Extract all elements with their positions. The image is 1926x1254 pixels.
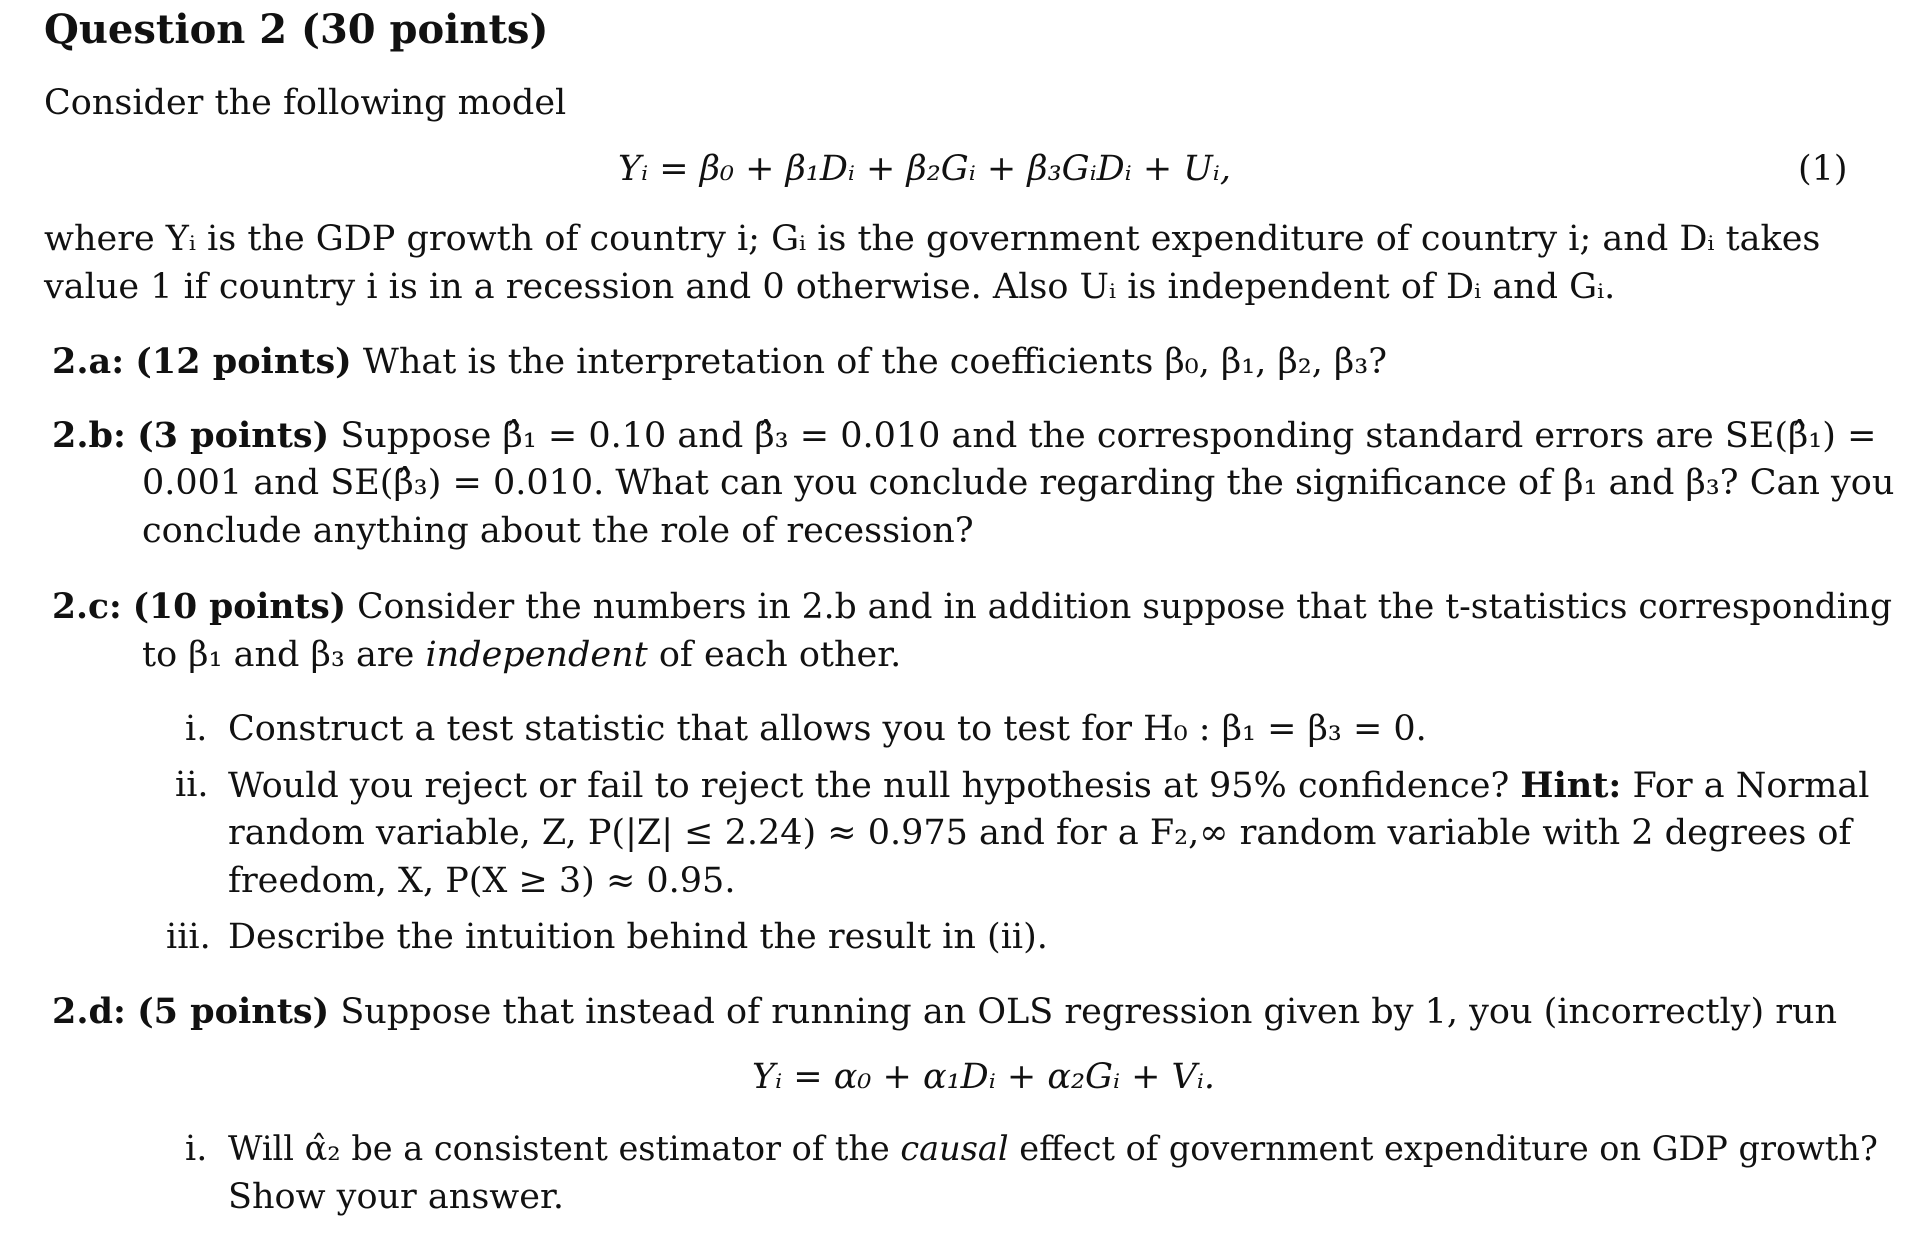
part-a-text: What is the interpretation of the coefficients β₀, β₁, β₂, β₃?: [362, 342, 1388, 382]
part-c-text-1: Consider the numbers in 2.b and in addition suppose that the t-statistics corresponding: [357, 587, 1893, 627]
part-c-points: (10 points): [132, 587, 347, 627]
part-c-item-ii-line-2: random variable, Z, P(|Z| ≤ 2.24) ≈ 0.975 and for a F₂,∞ random variable with 2 degrees of: [228, 813, 1852, 853]
part-c-label: 2.c:: [52, 587, 122, 627]
part-c-item-ii-text-1b: For a Normal: [1632, 766, 1870, 806]
part-c-line-2: [142, 635, 902, 675]
part-d-item-i-text-1b: effect of government expenditure on GDP growth?: [1019, 1129, 1878, 1168]
description-line-1: where Yᵢ is the GDP growth of country i; Gᵢ is the government expenditure of country i; and Dᵢ takes: [44, 219, 1821, 259]
part-c-text-2b: of each other.: [658, 635, 902, 675]
part-a: [52, 341, 1388, 382]
description-line-2: value 1 if country i is in a recession and 0 otherwise. Also Uᵢ is independent of Dᵢ and Gᵢ.: [44, 267, 1616, 307]
part-d-item-i-text-1a: Will α̂₂ be a consistent estimator of the: [228, 1129, 890, 1168]
part-a-points: (12 points): [135, 341, 352, 382]
part-c-item-iii-number: iii.: [166, 917, 211, 957]
part-c-line-1: [52, 587, 1893, 627]
hint-label: Hint:: [1520, 765, 1622, 806]
part-c-item-i-text: Construct a test statistic that allows you to test for H₀ : β₁ = β₃ = 0.: [228, 709, 1427, 749]
part-d-emphasis: causal: [900, 1129, 1009, 1168]
part-c-item-i-number: i.: [185, 709, 208, 749]
part-c-text-2a: to β₁ and β₃ are: [142, 635, 415, 675]
part-c-item-ii-line-3: freedom, X, P(X ≥ 3) ≈ 0.95.: [228, 861, 736, 901]
part-c-item-ii-text-1a: Would you reject or fail to reject the null hypothesis at 95% confidence?: [228, 766, 1510, 806]
part-d-points: (5 points): [137, 991, 330, 1032]
part-d-item-i-line-1: [228, 1129, 1878, 1168]
part-c-emphasis: independent: [425, 635, 648, 675]
part-c-item-iii-text: Describe the intuition behind the result in (ii).: [228, 917, 1048, 957]
part-d-item-i-line-2: Show your answer.: [228, 1177, 564, 1217]
part-b-text-1: Suppose β̂₁ = 0.10 and β̂₃ = 0.010 and the corresponding standard errors are SE(β̂₁) =: [340, 416, 1877, 456]
model-equation: Yᵢ = β₀ + β₁Dᵢ + β₂Gᵢ + β₃GᵢDᵢ + Uᵢ,: [618, 149, 1231, 189]
part-d-text: Suppose that instead of running an OLS regression given by 1, you (incorrectly) run: [340, 992, 1838, 1032]
part-b-line-2: 0.001 and SE(β̂₃) = 0.010. What can you conclude regarding the significance of β₁ and β₃? Can you: [142, 463, 1895, 503]
part-d-item-i-number: i.: [185, 1129, 208, 1169]
part-c-item-ii-line-1: [228, 765, 1870, 806]
part-d-label: 2.d:: [52, 991, 126, 1032]
question-heading: Question 2 (30 points): [44, 6, 549, 53]
equation-number: (1): [1798, 149, 1848, 189]
part-d: [52, 991, 1838, 1032]
part-b-line-1: [52, 415, 1877, 456]
part-c-item-ii-number: ii.: [175, 765, 209, 805]
part-a-label: 2.a:: [52, 341, 125, 382]
intro-text: Consider the following model: [44, 83, 567, 123]
part-b-label: 2.b:: [52, 415, 126, 456]
alternative-equation: Yᵢ = α₀ + α₁Dᵢ + α₂Gᵢ + Vᵢ.: [752, 1057, 1215, 1097]
part-b-points: (3 points): [137, 415, 330, 456]
part-b-line-3: conclude anything about the role of recession?: [142, 511, 974, 551]
